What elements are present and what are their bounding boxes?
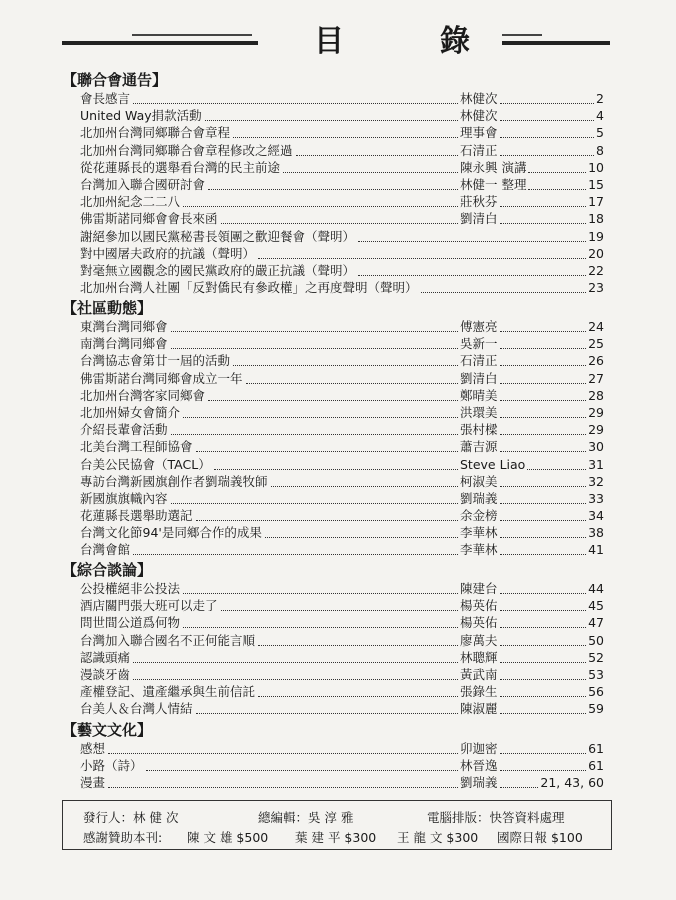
toc-entry	[0, 107, 676, 124]
entry-page: 27	[588, 370, 604, 386]
entry-title: 認識頭痛	[80, 649, 131, 665]
entry-author: 林健一 整理	[460, 176, 527, 192]
toc-entry	[0, 176, 676, 193]
entry-title: 漫畫	[80, 775, 106, 791]
toc-entry	[0, 279, 676, 296]
entry-page: 23	[588, 280, 604, 296]
section-entries	[0, 90, 676, 296]
entry-author: 傅憲亮	[460, 319, 498, 334]
toc-entry	[0, 421, 676, 438]
leader-dots	[358, 241, 586, 242]
entry-author: 莊秋芬	[460, 194, 498, 210]
leader-dots	[500, 137, 595, 138]
toc-entry	[0, 649, 676, 666]
footer-box	[62, 800, 612, 850]
leader-dots	[500, 120, 595, 121]
entry-page: 32	[588, 473, 604, 489]
sponsor: 陳 文 雄 $500	[187, 830, 269, 845]
entry-author: 林晉逸	[460, 758, 498, 774]
entry-author: 林聰輝	[460, 649, 498, 665]
entry-title: 新國旗旗幟內容	[80, 490, 168, 506]
sponsor: 國際日報 $100	[497, 830, 583, 845]
entry-page: 50	[588, 632, 604, 648]
entry-title: 台灣文化節94'是同鄉合作的成果	[80, 525, 262, 541]
entry-title: 謝絕參加以國民黨秘書長領團之歡迎餐會（聲明）	[80, 228, 356, 244]
leader-dots	[500, 645, 587, 646]
entry-author: 陳永興 演講	[460, 159, 527, 175]
entry-author: 楊英佑	[460, 615, 498, 631]
leader-dots	[208, 189, 458, 190]
section-heading: 【聯合會通告】	[62, 71, 168, 89]
leader-dots	[500, 662, 587, 663]
toc-entry	[0, 683, 676, 700]
entry-page: 38	[588, 525, 604, 541]
leader-dots	[108, 753, 458, 754]
typesetting: 電腦排版：快答資料處理	[427, 810, 565, 825]
toc-entry	[0, 438, 676, 455]
entry-page: 56	[588, 684, 604, 700]
leader-dots	[500, 451, 587, 452]
entry-page: 28	[588, 387, 604, 403]
entry-title: 小路（詩）	[80, 758, 143, 774]
leader-dots	[500, 753, 587, 754]
section-entries	[0, 580, 676, 718]
entry-author: 吳新一	[460, 336, 498, 352]
entry-author: 廖萬夫	[460, 632, 498, 648]
leader-dots	[183, 593, 458, 594]
entry-author: 卯迦密	[460, 741, 498, 756]
toc-entry	[0, 193, 676, 210]
entry-page: 4	[596, 108, 604, 124]
title-rule-right	[502, 41, 610, 45]
entry-title: 感想	[80, 741, 106, 756]
entry-title: 北加州台灣人社團「反對僑民有參政權」之再度聲明（聲明）	[80, 280, 418, 296]
entry-title: 產權登記、遺產繼承與生前信託	[80, 684, 256, 700]
entry-page: 53	[588, 666, 604, 682]
leader-dots	[527, 469, 586, 470]
entry-page: 33	[588, 490, 604, 506]
leader-dots	[500, 417, 587, 418]
leader-dots	[258, 645, 458, 646]
toc-entry	[0, 335, 676, 352]
entry-author: 李華林	[460, 542, 498, 558]
toc-entry	[0, 524, 676, 541]
toc-entry	[0, 124, 676, 141]
entry-page: 30	[588, 439, 604, 455]
leader-dots	[171, 348, 458, 349]
leader-dots	[500, 348, 587, 349]
leader-dots	[500, 679, 587, 680]
entry-page: 52	[588, 649, 604, 665]
leader-dots	[183, 206, 458, 207]
leader-dots	[296, 155, 458, 156]
entry-author: 劉瑞義	[460, 775, 498, 791]
leader-dots	[221, 610, 458, 611]
entry-page: 47	[588, 615, 604, 631]
leader-dots	[205, 120, 458, 121]
leader-dots	[500, 206, 587, 207]
section-heading: 【綜合談論】	[62, 561, 153, 579]
entry-page: 10	[588, 159, 604, 175]
toc-entry	[0, 490, 676, 507]
leader-dots	[500, 486, 587, 487]
leader-dots	[500, 365, 587, 366]
leader-dots	[196, 520, 458, 521]
leader-dots	[108, 787, 458, 788]
leader-dots	[265, 537, 458, 538]
toc-entry	[0, 507, 676, 524]
entry-author: 張錄生	[460, 684, 498, 700]
entry-title: 專訪台灣新國旗創作者劉瑞義牧師	[80, 473, 268, 489]
entry-author: 柯淑美	[460, 473, 498, 489]
entry-title: United Way捐款活動	[80, 108, 202, 124]
leader-dots	[358, 275, 586, 276]
leader-dots	[500, 696, 587, 697]
leader-dots	[500, 627, 587, 628]
entry-page: 29	[588, 404, 604, 420]
entry-title: 花蓮縣長選舉助選記	[80, 508, 193, 524]
toc-entry	[0, 245, 676, 262]
leader-dots	[246, 383, 458, 384]
entry-author: 林健次	[460, 91, 498, 106]
entry-title: 台美人＆台灣人情結	[80, 701, 193, 717]
entry-title: 台灣會館	[80, 542, 131, 558]
section-entries	[0, 740, 676, 792]
leader-dots	[500, 770, 587, 771]
entry-title: 台灣加入聯合國名不正何能言順	[80, 632, 256, 648]
toc-entry	[0, 614, 676, 631]
toc-entry	[0, 142, 676, 159]
leader-dots	[183, 417, 458, 418]
entry-author: 蕭吉源	[460, 439, 498, 455]
entry-title: 北加州台灣客家同鄉會	[80, 387, 206, 403]
leader-dots	[133, 554, 458, 555]
leader-dots	[500, 554, 587, 555]
leader-dots	[208, 400, 458, 401]
entry-title: 會長感言	[80, 91, 131, 106]
leader-dots	[171, 331, 458, 332]
section-heading: 【社區動態】	[62, 299, 153, 317]
page-title	[62, 22, 610, 62]
entry-title: 公投權絕非公投法	[80, 581, 181, 596]
section-entries	[0, 318, 676, 559]
toc-entry	[0, 456, 676, 473]
entry-page: 59	[588, 701, 604, 717]
toc-entry	[0, 159, 676, 176]
leader-dots	[528, 172, 586, 173]
toc-entry	[0, 580, 676, 597]
leader-dots	[171, 434, 458, 435]
entry-author: 石清正	[460, 353, 498, 369]
entry-page: 41	[588, 542, 604, 558]
leader-dots	[233, 365, 458, 366]
title-char-1: 目	[314, 24, 344, 59]
entry-author: 林健次	[460, 108, 498, 124]
entry-page: 21, 43, 60	[540, 775, 604, 791]
entry-page: 25	[588, 336, 604, 352]
sponsor: 王 龍 文 $300	[397, 830, 479, 845]
entry-author: 黃武南	[460, 666, 498, 682]
entry-title: 問世間公道爲何物	[80, 615, 181, 631]
entry-title: 北加州台灣同鄉聯合會章程修改之經過	[80, 142, 293, 158]
leader-dots	[500, 331, 587, 332]
leader-dots	[196, 713, 458, 714]
toc-entry	[0, 387, 676, 404]
leader-dots	[500, 610, 587, 611]
toc-entry	[0, 597, 676, 614]
leader-dots	[500, 713, 587, 714]
leader-dots	[500, 155, 595, 156]
entry-page: 45	[588, 598, 604, 614]
leader-dots	[500, 400, 587, 401]
toc-entry	[0, 90, 676, 107]
leader-dots	[500, 223, 587, 224]
toc-entry	[0, 541, 676, 558]
entry-title: 對中國屠夫政府的抗議（聲明）	[80, 245, 256, 261]
entry-page: 17	[588, 194, 604, 210]
entry-author: 鄭晴美	[460, 387, 498, 403]
toc-entry	[0, 228, 676, 245]
thanks-label: 感謝贊助本刊:	[83, 830, 163, 845]
entry-page: 44	[588, 581, 604, 596]
entry-title: 北加州台灣同鄉聯合會章程	[80, 125, 231, 141]
toc-entry	[0, 757, 676, 774]
leader-dots	[171, 503, 458, 504]
toc-entry	[0, 262, 676, 279]
leader-dots	[214, 469, 458, 470]
section-heading: 【藝文文化】	[62, 721, 153, 739]
entry-title: 介紹長輩會活動	[80, 422, 168, 438]
entry-title: 從花蓮縣長的選舉看台灣的民主前途	[80, 159, 281, 175]
entry-page: 5	[596, 125, 604, 141]
entry-page: 2	[596, 91, 604, 106]
entry-page: 20	[588, 245, 604, 261]
editor: 總編輯：吳 淳 雅	[258, 810, 354, 825]
leader-dots	[133, 679, 458, 680]
entry-title: 漫談牙齒	[80, 666, 131, 682]
toc-entry	[0, 473, 676, 490]
toc-entry	[0, 774, 676, 791]
entry-page: 61	[588, 758, 604, 774]
title-rule-left	[62, 41, 258, 45]
leader-dots	[183, 627, 458, 628]
publisher: 發行人：林 健 次	[83, 810, 179, 825]
entry-author: 陳淑麗	[460, 701, 498, 717]
entry-page: 24	[588, 319, 604, 334]
leader-dots	[500, 787, 539, 788]
entry-page: 19	[588, 228, 604, 244]
entry-author: 石清正	[460, 142, 498, 158]
toc-entry	[0, 404, 676, 421]
leader-dots	[500, 593, 587, 594]
leader-dots	[133, 662, 458, 663]
entry-title: 佛雷斯諾台灣同鄉會成立一年	[80, 370, 243, 386]
entry-title: 南灣台灣同鄉會	[80, 336, 168, 352]
entry-title: 對毫無立國觀念的國民黨政府的嚴正抗議（聲明）	[80, 262, 356, 278]
entry-title: 北加州婦女會簡介	[80, 404, 181, 420]
entry-page: 8	[596, 142, 604, 158]
entry-author: 李華林	[460, 525, 498, 541]
entry-author: 理事會	[460, 125, 498, 141]
leader-dots	[233, 137, 458, 138]
entry-author: 楊英佑	[460, 598, 498, 614]
entry-title: 酒店關門張大班可以走了	[80, 598, 218, 614]
entry-page: 34	[588, 508, 604, 524]
entry-title: 台美公民協會（TACL）	[80, 456, 211, 472]
entry-author: 陳建台	[460, 581, 498, 596]
leader-dots	[500, 503, 587, 504]
entry-author: 洪環美	[460, 404, 498, 420]
toc-entry	[0, 352, 676, 369]
leader-dots	[271, 486, 458, 487]
entry-page: 31	[588, 456, 604, 472]
toc-entry	[0, 740, 676, 757]
leader-dots	[500, 434, 587, 435]
entry-page: 15	[588, 176, 604, 192]
leader-dots	[283, 172, 458, 173]
toc-entry	[0, 632, 676, 649]
entry-page: 26	[588, 353, 604, 369]
entry-author: 劉瑞義	[460, 490, 498, 506]
entry-title: 北美台灣工程師協會	[80, 439, 193, 455]
toc-entry	[0, 700, 676, 717]
leader-dots	[196, 451, 458, 452]
sponsor: 葉 建 平 $300	[295, 830, 377, 845]
entry-page: 18	[588, 211, 604, 227]
entry-author: 劉清白	[460, 211, 498, 227]
leader-dots	[500, 103, 595, 104]
entry-author: 劉清白	[460, 370, 498, 386]
entry-title: 佛雷斯諾同鄉會會長來函	[80, 211, 218, 227]
leader-dots	[500, 537, 587, 538]
entry-author: Steve Liao	[460, 456, 526, 472]
leader-dots	[421, 292, 587, 293]
entry-page: 22	[588, 262, 604, 278]
entry-title: 台灣協志會第廿一屆的活動	[80, 353, 231, 369]
entry-title: 北加州紀念二二八	[80, 194, 181, 210]
leader-dots	[258, 696, 458, 697]
leader-dots	[500, 383, 587, 384]
entry-title: 台灣加入聯合國研討會	[80, 176, 206, 192]
toc-entry	[0, 318, 676, 335]
toc-entry	[0, 370, 676, 387]
leader-dots	[258, 258, 586, 259]
entry-author: 張村樑	[460, 422, 498, 438]
leader-dots	[528, 189, 586, 190]
entry-page: 29	[588, 422, 604, 438]
entry-author: 余金榜	[460, 508, 498, 524]
entry-title: 東灣台灣同鄉會	[80, 319, 168, 334]
leader-dots	[133, 103, 458, 104]
toc-entry	[0, 666, 676, 683]
leader-dots	[146, 770, 458, 771]
leader-dots	[221, 223, 458, 224]
title-char-2: 錄	[440, 24, 470, 59]
toc-entry	[0, 210, 676, 227]
entry-page: 61	[588, 741, 604, 756]
leader-dots	[500, 520, 587, 521]
